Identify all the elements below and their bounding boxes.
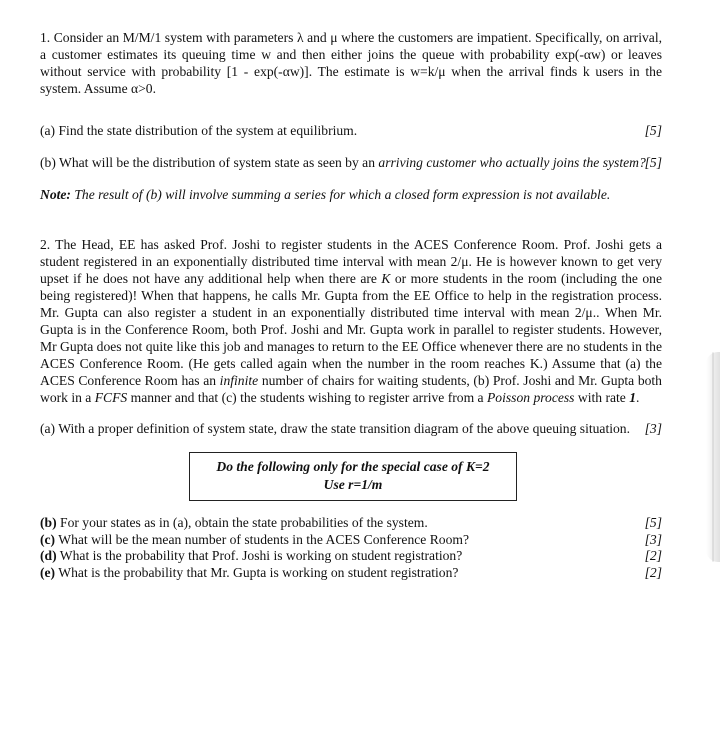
part-marks: [5] bbox=[644, 515, 662, 530]
part-text: (c) What will be the mean number of students in the ACES Conference Room? bbox=[40, 531, 469, 547]
note bbox=[40, 186, 662, 203]
note-label: Note: bbox=[40, 187, 71, 202]
note-text: The result of (b) will involve summing a series for which a closed form expression is not available. bbox=[74, 187, 611, 202]
fcfs-word: FCFS bbox=[94, 390, 128, 405]
question-2-part: number of chairs for waiting students, (b) Prof. Joshi and Mr. Gupta both work in a bbox=[40, 373, 662, 405]
part-marks: [2] bbox=[644, 564, 662, 580]
question-2-part: 2. The Head, EE has asked Prof. Joshi to register students in the ACES Conference Room. Prof. Joshi gets a student registered in an exponentially distributed time interval with mean 2/μ. He is however known to get very upset if he does not have any additional help when there are bbox=[40, 237, 662, 286]
scroll-edge-handle[interactable] bbox=[712, 352, 714, 562]
question-2-part-item bbox=[40, 532, 662, 549]
question-1a-text: (a) Find the state distribution of the system at equilibrium. bbox=[40, 123, 358, 138]
part-label: (d) bbox=[40, 548, 57, 563]
question-2-part: manner and that (c) the students wishing to register arrive from a bbox=[130, 390, 484, 405]
rate-value: 1 bbox=[629, 390, 637, 405]
question-2a bbox=[40, 420, 662, 437]
question-1b-text: What will be the distribution of system state as seen by an bbox=[59, 155, 376, 170]
question-1b bbox=[40, 154, 662, 171]
k-symbol: K bbox=[381, 271, 391, 286]
question-2-part: with rate bbox=[577, 390, 626, 405]
special-case-line-2: Use r=1/m bbox=[323, 477, 383, 492]
part-marks: [3] bbox=[644, 531, 662, 547]
question-2-part: or more students in the room (including the one being registered)! When that happens, he calls Mr. Gupta from the EE Office to help in the registration process. Mr. Gupta can also register a student in an exponentially distributed time interval with mean 2/μ.. When Mr. Gupta is in the Conference Room, both Prof. Joshi and Mr. Gupta work in parallel to register students. However, Mr Gupta does not quite like this job and manages to return to the EE Office whenever there are no students in the ACES Conference Room. (He gets called again when the number in the room reaches K.) Assume that (a) the ACES Conference Room has an bbox=[40, 271, 662, 388]
special-case-line-1: Do the following only for the special case of K=2 bbox=[216, 459, 490, 474]
special-case-box bbox=[189, 452, 517, 501]
question-2a-marks: [3] bbox=[644, 421, 662, 436]
part-text: (e) What is the probability that Mr. Gupta is working on student registration? bbox=[40, 564, 459, 580]
question-1b-emphasis: arriving customer who actually joins the system? bbox=[378, 155, 646, 170]
question-2-parts-list bbox=[40, 515, 662, 581]
question-2-text: 2. The Head, EE has asked Prof. Joshi to register students in the ACES Conference Room. Prof. Joshi gets a student registered in an exponentially distributed time interval with mean 2/μ. He is however known to get very upset if he does not have any additional help when there are K or more students in the room (including the one being registered)! When that happens, he calls Mr. Gupta from the EE Office to help in the registration process. Mr. Gupta can also register a student in an exponentially distributed time interval with mean 2/μ.. When Mr. Gupta is in the Conference Room, both Prof. Joshi and Mr. Gupta work in parallel to register students. However, Mr Gupta does not quite like this job and manages to return to the EE Office whenever there are no students in the ACES Conference Room. (He gets called again when the number in the room reaches K.) Assume that (a) the ACES Conference Room has an infinite number of chairs for waiting students, (b) Prof. Joshi and Mr. Gupta both work in a FCFS manner and that (c) the students wishing to register arrive from a Poisson process with rate 1. bbox=[40, 237, 662, 405]
question-2-part-item bbox=[40, 548, 662, 565]
question-1b-marks: [5] bbox=[644, 155, 662, 170]
part-text: (b) For your states as in (a), obtain the state probabilities of the system. bbox=[40, 515, 428, 530]
infinite-word: infinite bbox=[219, 373, 259, 388]
question-1a bbox=[40, 122, 662, 139]
part-label: (e) bbox=[40, 564, 56, 580]
part-label: (c) bbox=[40, 531, 56, 547]
question-2-part-item bbox=[40, 565, 662, 582]
part-marks: [2] bbox=[644, 548, 662, 563]
question-1-text: 1. Consider an M/M/1 system with parameters λ and μ where the customers are impatient. Specifically, on arrival, a customer estimates its queuing time w and then either joins the queue with probability exp(-αw) or leaves without service with probability [1 - exp(-αw)]. The estimate is w=k/μ when the arrival finds k users in the system. Assume α>0. bbox=[40, 30, 662, 96]
poisson-word: Poisson process bbox=[487, 390, 575, 405]
part-text: (d) What is the probability that Prof. Joshi is working on student registration? bbox=[40, 548, 463, 563]
question-2a-text: (a) With a proper definition of system state, draw the state transition diagram of the above queuing situation. bbox=[40, 421, 630, 436]
question-2-part-item bbox=[40, 515, 662, 532]
question-1a-marks: [5] bbox=[644, 123, 662, 138]
problem-sheet bbox=[40, 20, 662, 581]
part-label: (b) bbox=[40, 515, 57, 530]
question-1b-label: (b) bbox=[40, 155, 56, 170]
